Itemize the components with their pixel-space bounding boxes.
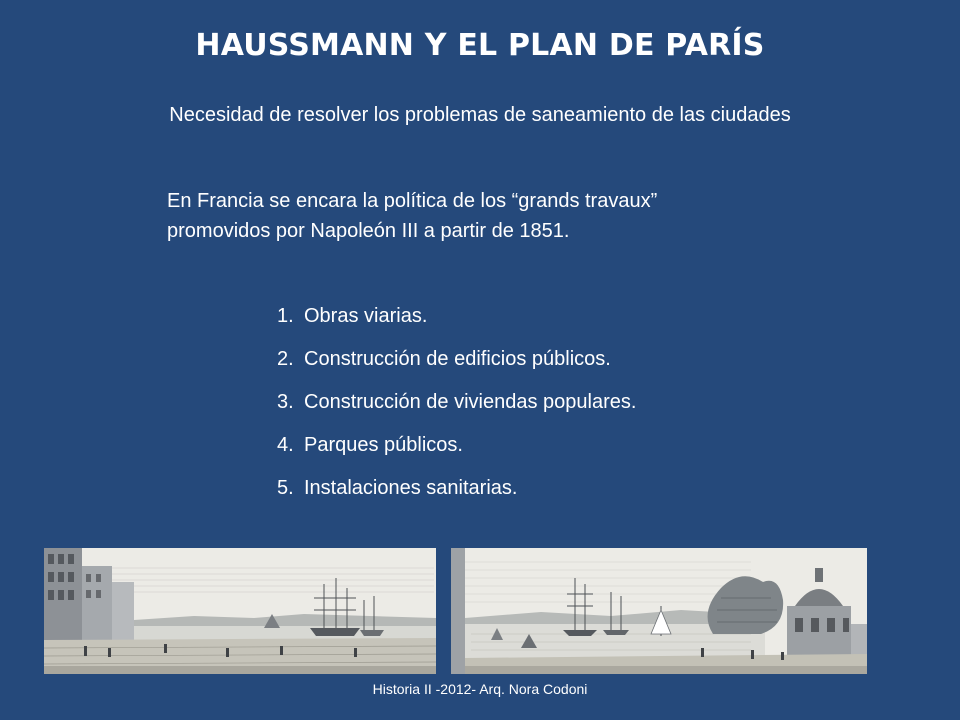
- list-item-number: 2.: [277, 348, 294, 370]
- list-item-text: Instalaciones sanitarias.: [304, 477, 518, 499]
- works-list: [277, 302, 636, 517]
- list-item: [277, 388, 636, 431]
- slide-footer: Historia II -2012- Arq. Nora Codoni: [372, 681, 588, 697]
- intro-paragraph: [167, 186, 807, 246]
- list-item-text: Construcción de viviendas populares.: [304, 391, 637, 413]
- intro-paragraph-line-2: promovidos por Napoleón III a partir de 1851.: [167, 220, 570, 242]
- intro-paragraph-line-1: En Francia se encara la política de los “grands travaux”: [167, 190, 658, 212]
- list-item: [277, 302, 636, 345]
- slide-subtitle: Necesidad de resolver los problemas de saneamiento de las ciudades: [169, 104, 791, 126]
- list-item: [277, 431, 636, 474]
- list-item: [277, 474, 636, 517]
- list-item: [277, 345, 636, 388]
- slide-title: HAUSSMANN Y EL PLAN DE PARÍS: [195, 28, 765, 63]
- list-item-number: 5.: [277, 477, 294, 499]
- list-item-number: 4.: [277, 434, 294, 456]
- list-item-number: 3.: [277, 391, 294, 413]
- harbor-engraving-right: [451, 548, 867, 674]
- list-item-text: Parques públicos.: [304, 434, 463, 456]
- harbor-engraving-left: [44, 548, 436, 674]
- list-item-text: Construcción de edificios públicos.: [304, 348, 611, 370]
- list-item-text: Obras viarias.: [304, 305, 428, 327]
- list-item-number: 1.: [277, 305, 294, 327]
